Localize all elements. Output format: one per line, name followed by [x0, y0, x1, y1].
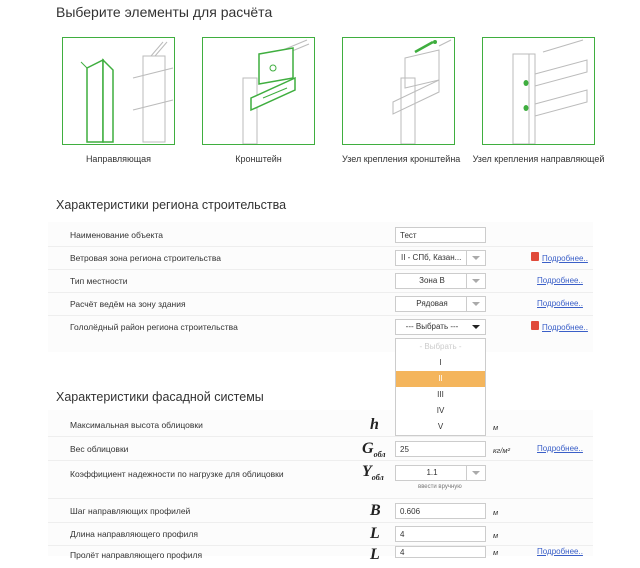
bracket-mount-icon [343, 38, 454, 144]
element-card-bracket[interactable] [202, 37, 315, 145]
coef-symbol-letter: Y [362, 463, 372, 480]
ice-more-link[interactable]: Подробнее.. [542, 323, 588, 332]
bracket-icon [203, 38, 314, 144]
ice-option-placeholder[interactable]: - Выбрать - [419, 342, 462, 351]
region-section-title: Характеристики региона строительства [56, 198, 287, 212]
step-unit: м [493, 508, 499, 517]
guide-rail-icon [63, 38, 174, 144]
weight-input[interactable]: 25 [395, 441, 486, 457]
pdf-icon [531, 252, 539, 261]
ice-value: --- Выбрать --- [405, 322, 459, 331]
calc-zone-more-link[interactable]: Подробнее.. [537, 299, 583, 308]
wind-zone-row [48, 247, 593, 270]
element-label: Узел крепления кронштейна [342, 154, 461, 164]
facade-panel [48, 410, 593, 563]
max-height-unit: м [493, 423, 499, 432]
coef-select[interactable] [395, 465, 486, 481]
span-label: Пролёт направляющего профиля [70, 550, 203, 560]
page-title: Выберите элементы для расчёта [56, 4, 273, 20]
length-input[interactable]: 4 [395, 526, 486, 542]
span-row [48, 546, 593, 568]
chevron-down-icon [466, 251, 485, 265]
wind-zone-more-link[interactable]: Подробнее.. [542, 254, 588, 263]
weight-row [48, 438, 593, 461]
max-height-row [48, 414, 593, 437]
element-label: Узел крепления направляющей [472, 154, 605, 164]
max-height-symbol: h [370, 416, 379, 433]
span-more-link[interactable]: Подробнее.. [537, 547, 583, 556]
max-height-label: Максимальная высота облицовки [70, 420, 203, 430]
chevron-down-icon [467, 320, 485, 334]
element-card-guide-mount[interactable] [482, 37, 595, 145]
wind-zone-label: Ветровая зона региона строительства [70, 253, 221, 263]
weight-symbol-letter: G [362, 440, 374, 457]
ice-option[interactable]: IV [436, 406, 445, 415]
weight-more-link[interactable]: Подробнее.. [537, 444, 583, 453]
terrain-more-link[interactable]: Подробнее.. [537, 276, 583, 285]
span-input[interactable]: 4 [395, 546, 486, 558]
coef-label: Коэффициент надежности по нагрузке для облицовки [70, 469, 284, 479]
calc-zone-select[interactable] [395, 296, 486, 312]
chevron-down-icon [466, 274, 485, 288]
ice-label: Гололёдный район региона строительства [70, 322, 238, 332]
ice-option-highlighted[interactable]: II [396, 371, 485, 387]
length-row [48, 523, 593, 546]
ice-dropdown-list [395, 338, 486, 436]
object-name-input[interactable]: Тест [395, 227, 486, 243]
step-row [48, 500, 593, 523]
coef-row [48, 462, 593, 499]
element-label: Направляющая [85, 154, 152, 164]
guide-mount-icon [483, 38, 594, 144]
step-symbol: B [370, 502, 381, 519]
weight-unit: кг/м² [493, 446, 510, 455]
terrain-label: Тип местности [70, 276, 128, 286]
span-unit: м [493, 548, 499, 557]
ice-row [48, 316, 593, 338]
coef-hint[interactable]: ввести вручную [418, 484, 462, 490]
terrain-value: Зона В [419, 276, 445, 285]
length-symbol: L [370, 525, 380, 542]
object-name-label: Наименование объекта [70, 230, 163, 240]
ice-option[interactable]: III [437, 390, 444, 399]
calc-zone-value: Рядовая [416, 299, 448, 308]
region-panel [48, 222, 593, 352]
weight-symbol-sub: обл [373, 450, 386, 460]
span-symbol: L [370, 546, 380, 563]
wind-zone-select[interactable] [395, 250, 486, 266]
ice-option[interactable]: V [437, 422, 444, 431]
terrain-row [48, 270, 593, 293]
weight-symbol [362, 440, 385, 459]
element-label: Кронштейн [235, 154, 282, 164]
chevron-down-icon [466, 297, 485, 311]
ice-select[interactable] [395, 319, 486, 335]
element-card-guide-rail[interactable] [62, 37, 175, 145]
terrain-select[interactable] [395, 273, 486, 289]
coef-symbol-sub: обл [371, 473, 384, 483]
chevron-down-icon [466, 466, 485, 480]
wind-zone-value: II - СПб, Казан... [401, 253, 462, 262]
step-input[interactable]: 0.606 [395, 503, 486, 519]
coef-value: 1.1 [426, 468, 438, 477]
object-name-row [48, 224, 593, 247]
length-label: Длина направляющего профиля [70, 529, 198, 539]
step-label: Шаг направляющих профилей [70, 506, 191, 516]
length-unit: м [493, 531, 499, 540]
ice-option[interactable]: I [439, 358, 442, 367]
coef-symbol [362, 463, 384, 482]
calc-zone-row [48, 293, 593, 316]
facade-section-title: Характеристики фасадной системы [56, 390, 264, 404]
weight-label: Вес облицовки [70, 444, 129, 454]
element-card-bracket-mount[interactable] [342, 37, 455, 145]
pdf-icon [531, 321, 539, 330]
calc-zone-label: Расчёт ведём на зону здания [70, 299, 186, 309]
